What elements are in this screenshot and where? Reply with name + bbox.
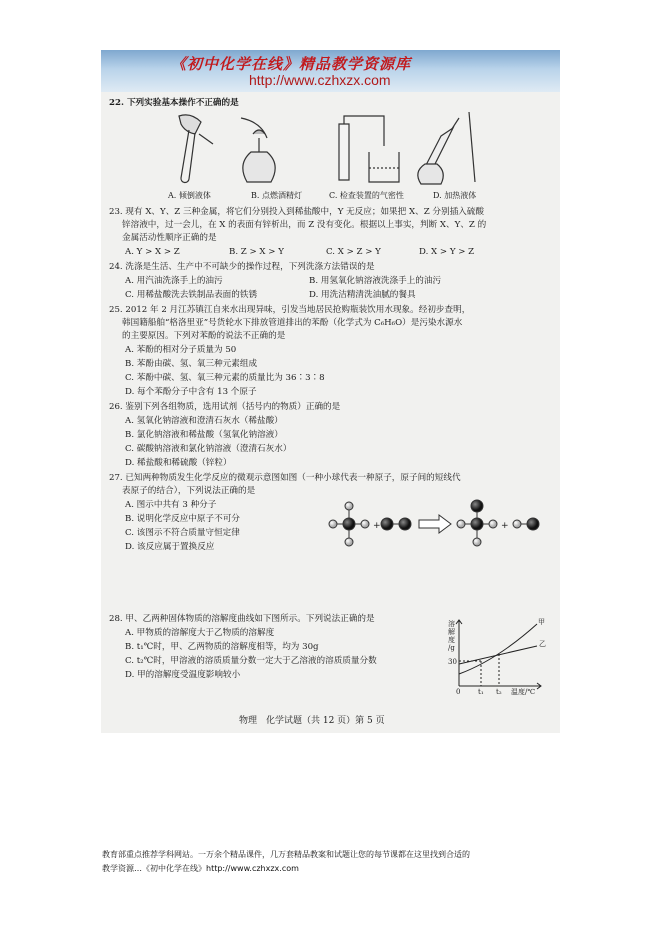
q23-option-d: D. X > Y > Z — [419, 247, 475, 257]
solubility-curve-graph — [445, 616, 550, 694]
q26-stem: 26. 鉴别下列各组物质，选用试剂（括号内的物质）正确的是 — [109, 402, 341, 412]
ylabel-char-1: 溶 — [448, 620, 455, 628]
q23-option-b: B. Z > X > Y — [229, 247, 284, 257]
q28-option-a: A. 甲物质的溶解度大于乙物质的溶解度 — [125, 628, 275, 638]
svg-text:+: + — [373, 521, 381, 531]
notice-line-1: 教育部重点推荐学科网站。一万余个精品课件，几万套精品教案和试题让您的每节课都在这里找到合适的 — [102, 850, 470, 859]
ylabel-char-4: /g — [448, 644, 455, 652]
q24-option-c: C. 用稀盐酸洗去铁制品表面的铁锈 — [125, 290, 258, 300]
y-tick-30: 30 — [448, 658, 457, 666]
q28-option-b: B. t₁℃时，甲、乙两物质的溶解度相等，均为 30g — [125, 642, 319, 652]
q27-option-a: A. 图示中共有 3 种分子 — [125, 500, 217, 510]
q22-stem: 22. 下列实验基本操作不正确的是 — [109, 98, 239, 108]
beaker-icon — [369, 152, 399, 182]
q23-line-2: 锌溶液中，过一会儿，在 X 的表面有锌析出，而 Z 没有变化。根据以上事实，判断 X、Y、Z 的 — [122, 220, 487, 230]
q23-option-a: A. Y > X > Z — [125, 247, 180, 257]
banner-url[interactable]: http://www.czhxzx.com — [249, 72, 391, 88]
x-tick-t1: t₁ — [478, 688, 484, 696]
x-tick-t2: t₂ — [496, 688, 502, 696]
q26-option-d: D. 稀盐酸和稀硫酸（锌粒） — [125, 458, 232, 468]
q25-option-a: A. 苯酚的相对分子质量为 50 — [125, 345, 237, 355]
q28-option-c: C. t₂℃时，甲溶液的溶质质量分数一定大于乙溶液的溶质质量分数 — [125, 656, 377, 666]
q25-line-2: 韩国籍船舶“格洛里亚”号货轮水下排放管道排出的苯酚（化学式为 C₆H₆O）是污染水源水 — [122, 318, 463, 328]
q24-option-d: D. 用洗洁精清洗油腻的餐具 — [309, 290, 416, 300]
q22-option-b: B. 点燃酒精灯 — [251, 191, 302, 200]
site-banner — [101, 50, 560, 92]
curve-label-jia: 甲 — [538, 618, 545, 626]
q24-option-a: A. 用汽油洗涤手上的油污 — [125, 276, 223, 286]
q27-option-c: C. 该图示不符合质量守恒定律 — [125, 528, 240, 538]
hand-bottle-icon — [179, 115, 201, 134]
q23-line-1: 23. 现有 X、Y、Z 三种金属，将它们分别投入到稀盐酸中，Y 无反应；如果把 X、Z 分别插入硫酸 — [109, 207, 484, 217]
x-tick-0: 0 — [456, 688, 461, 696]
q28-option-d: D. 甲的溶解度受温度影响较小 — [125, 670, 241, 680]
q27-reaction-diagram — [323, 498, 553, 562]
q24-option-b: B. 用氢氧化钠溶液洗涤手上的油污 — [309, 276, 442, 286]
banner-title: 《初中化学在线》精品教学资源库 — [171, 55, 412, 73]
q22-option-a: A. 倾倒液体 — [168, 191, 211, 200]
q25-option-b: B. 苯酚由碳、氢、氧三种元素组成 — [125, 359, 258, 369]
q25-option-c: C. 苯酚中碳、氢、氧三种元素的质量比为 36∶3∶8 — [125, 373, 325, 383]
tube-with-stopper-icon — [339, 124, 349, 180]
q27-line-1: 27. 已知两种物质发生化学反应的微观示意图如图（一种小球代表一种原子，原子间的短线代 — [109, 473, 461, 483]
q25-option-d: D. 每个苯酚分子中含有 13 个原子 — [125, 387, 257, 397]
page-footer: 物理 化学试题（共 12 页）第 5 页 — [239, 716, 385, 726]
q23-line-3: 金属活动性顺序正确的是 — [122, 233, 217, 243]
ylabel-char-3: 度 — [448, 636, 455, 644]
q26-option-b: B. 氯化钠溶液和稀盐酸（氢氧化钠溶液） — [125, 430, 283, 440]
ylabel-char-2: 解 — [448, 628, 455, 636]
x-axis-label: 温度/℃ — [511, 688, 536, 696]
q28-stem: 28. 甲、乙两种固体物质的溶解度曲线如下图所示。下列说法正确的是 — [109, 614, 375, 624]
reaction-arrow-icon — [419, 515, 451, 533]
curve-label-yi: 乙 — [539, 640, 546, 648]
q25-line-3: 的主要原因。下列对苯酚的说法不正确的是 — [122, 331, 286, 341]
q27-option-d: D. 该反应属于置换反应 — [125, 542, 215, 552]
q26-option-a: A. 氢氧化钠溶液和澄清石灰水（稀盐酸） — [125, 416, 283, 426]
test-tube-icon — [181, 130, 195, 183]
q25-line-1: 25. 2012 年 2 月江苏镇江自来水出现异味，引发当地居民抢购瓶装饮用水现象。经初步查明， — [109, 305, 471, 315]
notice-line-2[interactable]: 教学资源…《初中化学在线》http://www.czhxzx.com — [102, 864, 299, 873]
q22-option-d: D. 加热液体 — [433, 191, 477, 200]
scanned-exam-page — [101, 50, 560, 733]
atom-dark — [343, 518, 355, 530]
q26-option-c: C. 碳酸钠溶液和氯化钠溶液（澄清石灰水） — [125, 444, 292, 454]
q22-option-c: C. 检查装置的气密性 — [329, 191, 404, 200]
q24-stem: 24. 洗涤是生活、生产中不可缺少的操作过程，下列洗涤方法错误的是 — [109, 262, 375, 272]
alcohol-lamp-icon — [243, 152, 275, 182]
q23-option-c: C. X > Z > Y — [326, 247, 381, 257]
curve-yi — [459, 646, 537, 664]
q27-option-b: B. 说明化学反应中原子不可分 — [125, 514, 240, 524]
q27-line-2: 表原子的结合），下列说法正确的是 — [122, 486, 256, 496]
svg-text:+: + — [501, 521, 509, 531]
q22-apparatus-illustrations — [159, 112, 489, 188]
